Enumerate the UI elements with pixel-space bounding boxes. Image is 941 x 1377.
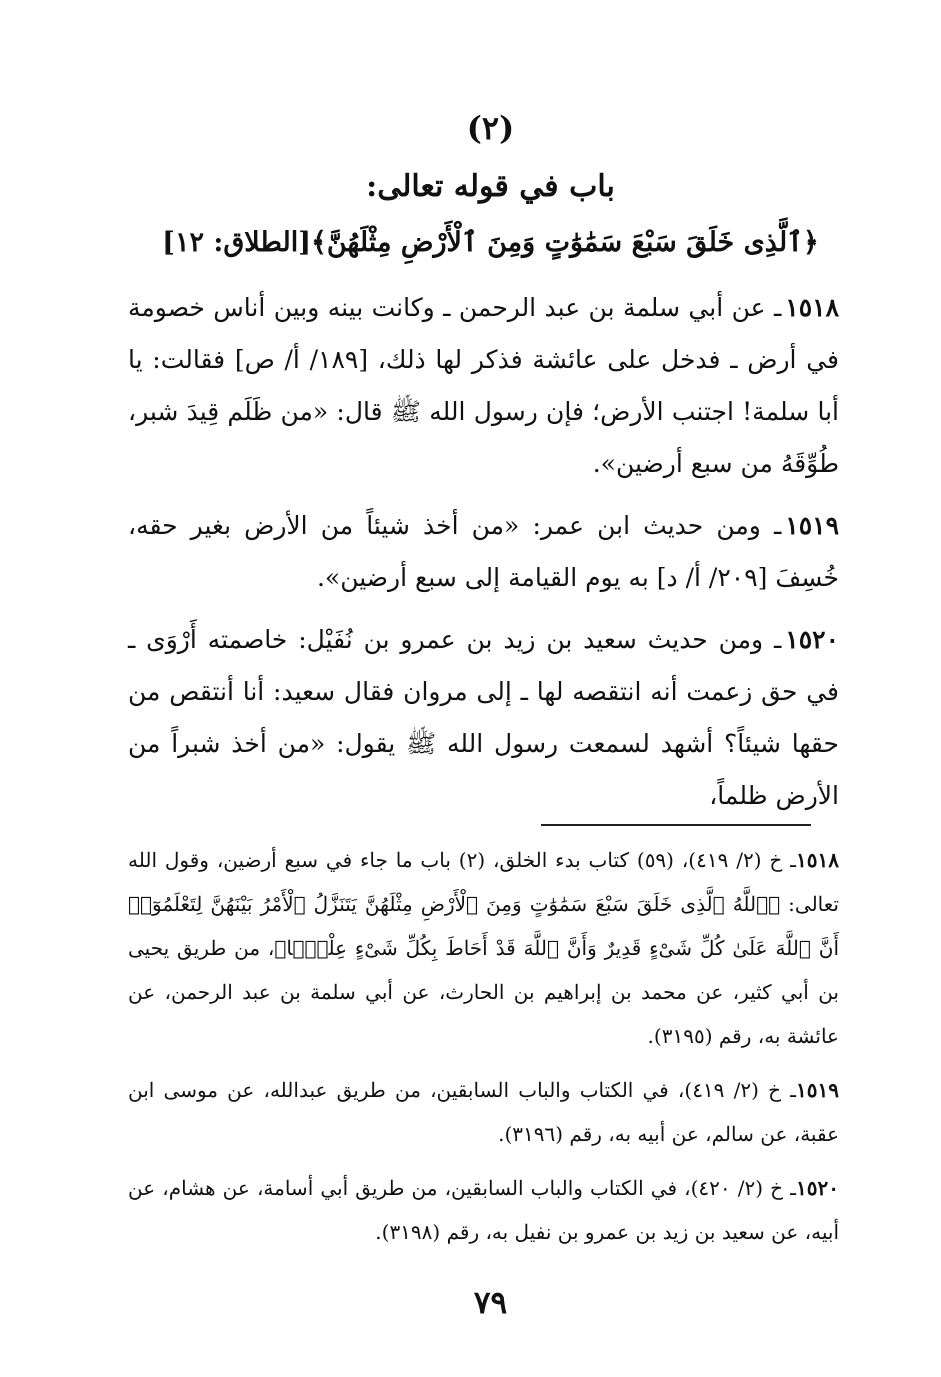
- footnote-1520: [128, 1166, 839, 1254]
- hadith-1519: [128, 500, 839, 604]
- footnote-text: ـ خ (٢/ ٤١٩)، في الكتاب والباب السابقين، من طريق عبدالله، عن موسى ابن عقبة، عن سالم، عن أبيه به، رقم (٣١٩٦).: [128, 1078, 839, 1146]
- hadith-number: ١٥٢٠: [785, 625, 839, 654]
- chapter-title: باب في قوله تعالى:: [366, 169, 615, 204]
- hadith-number: ١٥١٨: [785, 293, 839, 322]
- footnote-1519: [128, 1068, 839, 1156]
- hadith-1520: [128, 614, 839, 822]
- footnote-text: ـ خ (٢/ ٤٢٠)، في الكتاب والباب السابقين، من طريق أبي أسامة، عن هشام، عن أبيه، عن سعيد بن زيد بن عمرو بن نفيل به، رقم (٣١٩٨).: [128, 1176, 839, 1244]
- footnote-1518: [128, 838, 839, 1058]
- chapter-number: (٢): [466, 109, 515, 147]
- main-text: [128, 282, 839, 832]
- hadith-number: ١٥١٩: [785, 511, 839, 540]
- footnote-number: ١٥١٩: [796, 1078, 839, 1102]
- hadith-text: ـ عن أبي سلمة بن عبد الرحمن ـ وكانت بينه وبين أناس خصومة في أرض ـ فدخل على عائشة فذكر لها ذلك، [١٨٩/ أ/ ص] فقالت: يا أبا سلمة! اجتنب الأرض؛ فإن رسول الله ﷺ قال: «من ظَلَم قِيدَ شبر، طُوِّقَهُ من سبع أرضين».: [128, 293, 840, 478]
- quran-verse-reference: ﴿ٱلَّذِى خَلَقَ سَبْعَ سَمَٰوَٰتٍ وَمِنَ ٱلْأَرْضِ مِثْلَهُنَّ﴾[الطلاق: ١٢]: [162, 227, 819, 258]
- footnote-number: ١٥١٨: [796, 848, 839, 872]
- hadith-1518: [128, 282, 839, 490]
- hadith-text: ـ ومن حديث ابن عمر: «من أخذ شيئاً من الأرض بغير حقه، خُسِفَ [٢٠٩/ أ/ د] به يوم القيامة إلى سبع أرضين».: [128, 511, 839, 592]
- hadith-text: ـ ومن حديث سعيد بن زيد بن عمرو بن نُفَيْل: خاصمته أَرْوَى ـ في حق زعمت أنه انتقصه لها ـ إلى مروان فقال سعيد: أنا أنتقص من حقها شيئاً؟ أشهد لسمعت رسول الله ﷺ يقول: «من أخذ شبراً من الأرض ظلماً،: [128, 625, 839, 810]
- footnote-number: ١٥٢٠: [796, 1176, 839, 1200]
- footnote-divider: [541, 824, 811, 826]
- footnotes: [128, 838, 839, 1264]
- page-number: ٧٩: [473, 1285, 508, 1321]
- footnote-text: ـ خ (٢/ ٤١٩)، (٥٩) كتاب بدء الخلق، (٢) باب ما جاء في سبع أرضين، وقول الله تعالى: ﴿ٱللَّهُ ٱلَّذِى خَلَقَ سَبْعَ سَمَٰوَٰتٍ وَمِنَ ٱلْأَرْضِ مِثْلَهُنَّ يَتَنَزَّلُ ٱلْأَمْرُ بَيْنَهُنَّ لِتَعْلَمُوٓا۟ أَنَّ ٱللَّهَ عَلَىٰ كُلِّ شَىْءٍ قَدِيرٌ وَأَنَّ ٱللَّهَ قَدْ أَحَاطَ بِكُلِّ شَىْءٍ عِلْمًۢا﴾، من طريق يحيى بن أبي كثير، عن محمد بن إبراهيم بن الحارث، عن أبي سلمة بن عبد الرحمن، عن عائشة به، رقم (٣١٩٥).: [128, 848, 840, 1048]
